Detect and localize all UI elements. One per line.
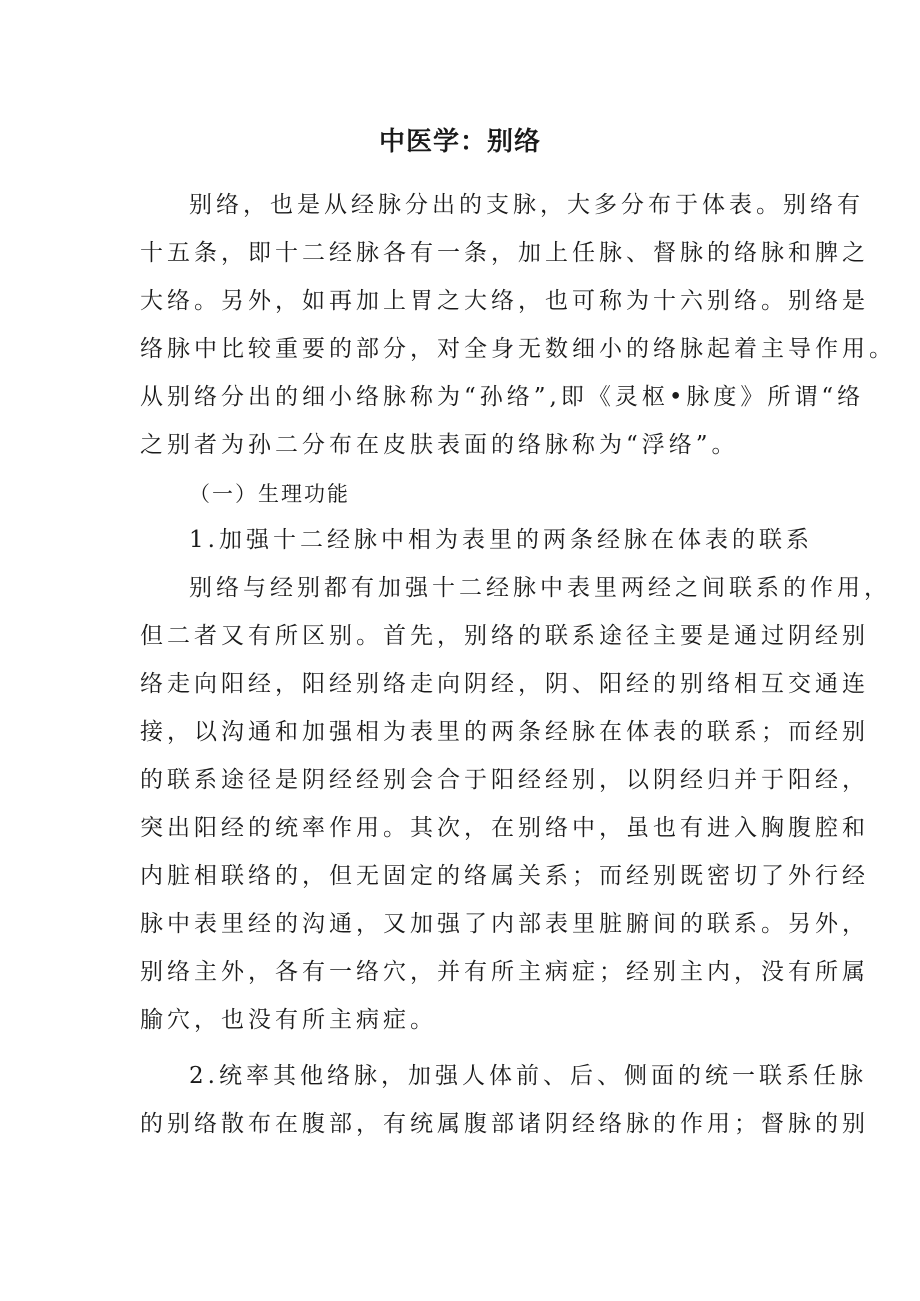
item1-line: 脉中表里经的沟通，又加强了内部表里脏腑间的联系。另外， bbox=[140, 911, 869, 937]
item1-line: 接，以沟通和加强相为表里的两条经脉在体表的联系；而经别 bbox=[140, 719, 869, 745]
item1-line: 但二者又有所区别。首先，别络的联系途径主要是通过阴经别 bbox=[140, 623, 869, 649]
item1-line: 别络主外，各有一络穴，并有所主病症；经别主内，没有所属 bbox=[140, 959, 869, 985]
item2-line: 2.统率其他络脉，加强人体前、后、侧面的统一联系任脉 bbox=[189, 1063, 867, 1089]
item1-line: 腧穴，也没有所主病症。 bbox=[140, 1007, 437, 1033]
item1-line: 别络与经别都有加强十二经脉中表里两经之间联系的作用， bbox=[189, 575, 891, 601]
intro-line: 大络。另外，如再加上胃之大络，也可称为十六别络。别络是 bbox=[140, 288, 869, 314]
item1-line: 络走向阳经，阳经别络走向阴经，阴、阳经的别络相互交通连 bbox=[140, 671, 869, 697]
intro-line: 络脉中比较重要的部分，对全身无数细小的络脉起着主导作用。 bbox=[140, 336, 896, 362]
intro-line: 从别络分出的细小络脉称为“孙络”,即《灵枢•脉度》所谓“络 bbox=[140, 384, 865, 410]
item1-heading: 1.加强十二经脉中相为表里的两条经脉在体表的联系 bbox=[189, 527, 813, 553]
item2-line: 的别络散布在腹部，有统属腹部诸阴经络脉的作用；督脉的别 bbox=[140, 1111, 869, 1137]
item1-line: 突出阳经的统率作用。其次，在别络中，虽也有进入胸腹腔和 bbox=[140, 815, 869, 841]
intro-line: 之别者为孙二分布在皮肤表面的络脉称为“浮络”。 bbox=[140, 432, 739, 458]
intro-line: 十五条，即十二经脉各有一条，加上任脉、督脉的络脉和脾之 bbox=[140, 240, 869, 266]
page-title: 中医学：别络 bbox=[378, 127, 541, 157]
intro-line: 别络，也是从经脉分出的支脉，大多分布于体表。别络有 bbox=[189, 192, 864, 218]
item1-line: 的联系途径是阴经经别会合于阳经经别，以阴经归并于阳经， bbox=[140, 767, 869, 793]
item1-line: 内脏相联络的，但无固定的络属关系；而经别既密切了外行经 bbox=[140, 863, 869, 889]
section-heading: （一）生理功能 bbox=[189, 482, 350, 506]
